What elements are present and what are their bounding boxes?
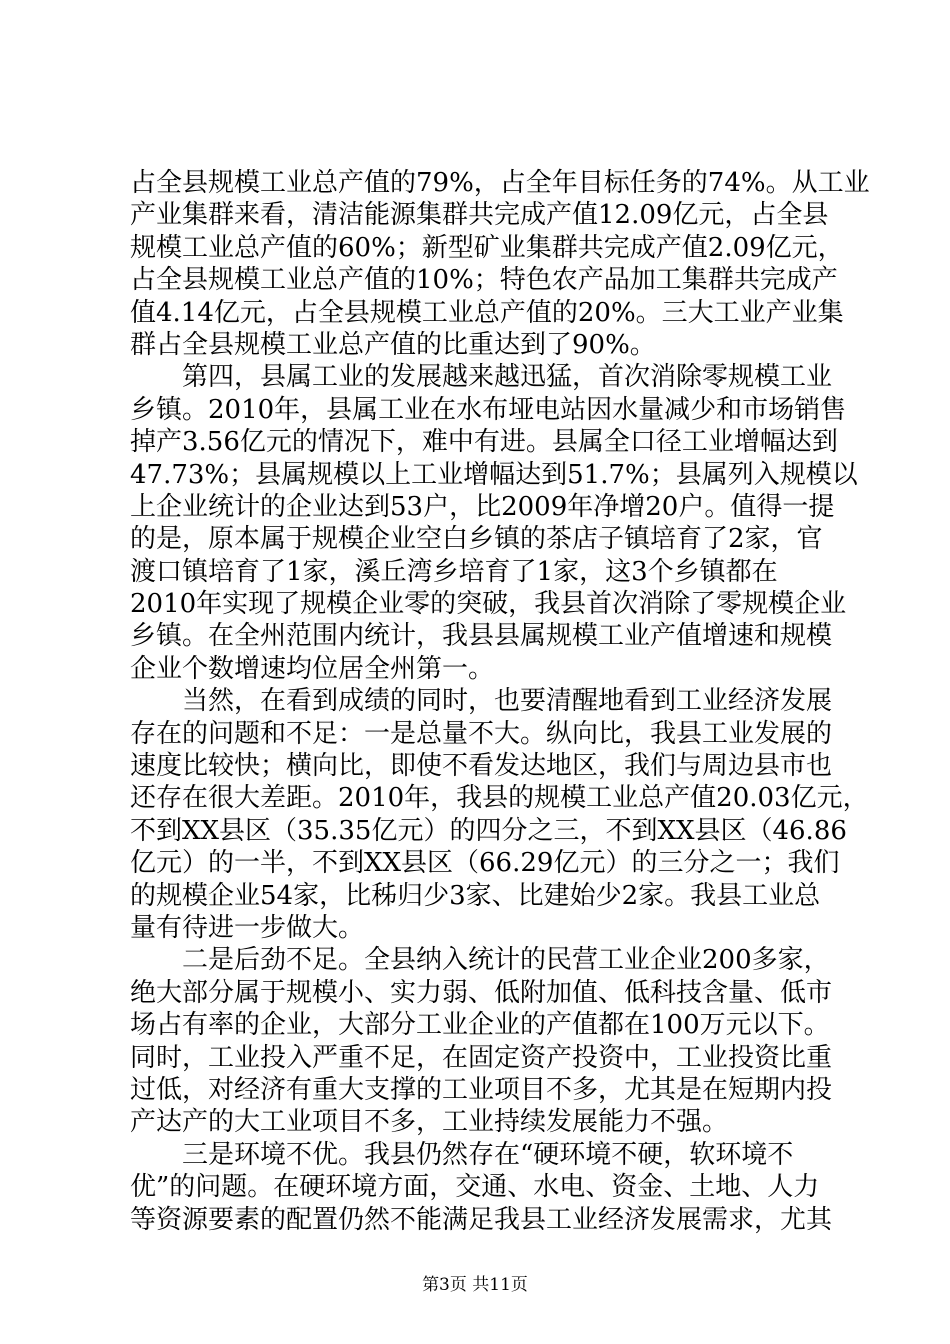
text-line: 产达产的大工业项目不多，工业持续发展能力不强。 xyxy=(130,1107,729,1138)
page-number-footer: 第3页 共11页 xyxy=(422,1275,528,1295)
text-line: 的是，原本属于规模企业空白乡镇的茶店子镇培育了2家，官 xyxy=(130,524,823,555)
text-line: 的规模企业54家，比秭归少3家、比建始少2家。我县工业总 xyxy=(130,880,821,911)
text-line: 优”的问题。在硬环境方面，交通、水电、资金、土地、人力 xyxy=(130,1172,820,1203)
text-line: 群占全县规模工业总产值的比重达到了90%。 xyxy=(130,329,656,360)
text-line: 产业集群来看，清洁能源集群共完成产值12.09亿元，占全县 xyxy=(130,200,829,231)
text-line: 当然，在看到成绩的同时，也要清醒地看到工业经济发展 xyxy=(130,686,833,717)
text-line: 规模工业总产值的60%；新型矿业集群共完成产值2.09亿元， xyxy=(130,232,844,263)
text-line: 占全县规模工业总产值的79%，占全年目标任务的74%。从工业 xyxy=(130,168,870,198)
text-line: 掉产3.56亿元的情况下，难中有进。县属全口径工业增幅达到 xyxy=(130,427,838,458)
text-line: 场占有率的企业，大部分工业企业的产值都在100万元以下。 xyxy=(130,1010,830,1041)
text-line: 三是环境不优。我县仍然存在“硬环境不硬，软环境不 xyxy=(130,1139,794,1170)
text-line: 二是后劲不足。全县纳入统计的民营工业企业200多家， xyxy=(130,945,830,976)
text-line: 还存在很大差距。2010年，我县的规模工业总产值20.03亿元， xyxy=(130,783,869,814)
text-line: 上企业统计的企业达到53户，比2009年净增20户。值得一提 xyxy=(130,491,835,522)
text-line: 同时，工业投入严重不足，在固定资产投资中，工业投资比重 xyxy=(130,1042,833,1073)
text-line: 2010年实现了规模企业零的突破，我县首次消除了零规模企业 xyxy=(130,589,847,620)
text-line: 速度比较快；横向比，即使不看发达地区，我们与周边县市也 xyxy=(130,751,833,782)
text-line: 乡镇。在全州范围内统计，我县县属规模工业产值增速和规模 xyxy=(130,621,833,652)
text-line: 等资源要素的配置仍然不能满足我县工业经济发展需求，尤其 xyxy=(130,1204,833,1235)
text-line: 量有待进一步做大。 xyxy=(130,912,365,943)
text-line: 亿元）的一半，不到XX县区（66.29亿元）的三分之一；我们 xyxy=(130,848,840,879)
text-line: 存在的问题和不足：一是总量不大。纵向比，我县工业发展的 xyxy=(130,718,833,749)
text-line: 过低，对经济有重大支撑的工业项目不多，尤其是在短期内投 xyxy=(130,1074,833,1105)
text-line: 乡镇。2010年，县属工业在水布垭电站因水量减少和市场销售 xyxy=(130,394,847,425)
text-line: 47.73%；县属规模以上工业增幅达到51.7%；县属列入规模以 xyxy=(130,459,858,490)
text-line: 不到XX县区（35.35亿元）的四分之三，不到XX县区（46.86 xyxy=(130,815,847,846)
text-line: 绝大部分属于规模小、实力弱、低附加值、低科技含量、低市 xyxy=(130,977,833,1008)
text-line: 渡口镇培育了1家，溪丘湾乡培育了1家，这3个乡镇都在 xyxy=(130,556,778,587)
text-line: 第四，县属工业的发展越来越迅猛，首次消除零规模工业 xyxy=(130,362,833,393)
document-body xyxy=(130,167,870,1236)
text-line: 占全县规模工业总产值的10%；特色农产品加工集群共完成产 xyxy=(130,265,838,296)
text-line: 企业个数增速均位居全州第一。 xyxy=(130,653,495,684)
text-line: 值4.14亿元，占全县规模工业总产值的20%。三大工业产业集 xyxy=(130,297,844,328)
